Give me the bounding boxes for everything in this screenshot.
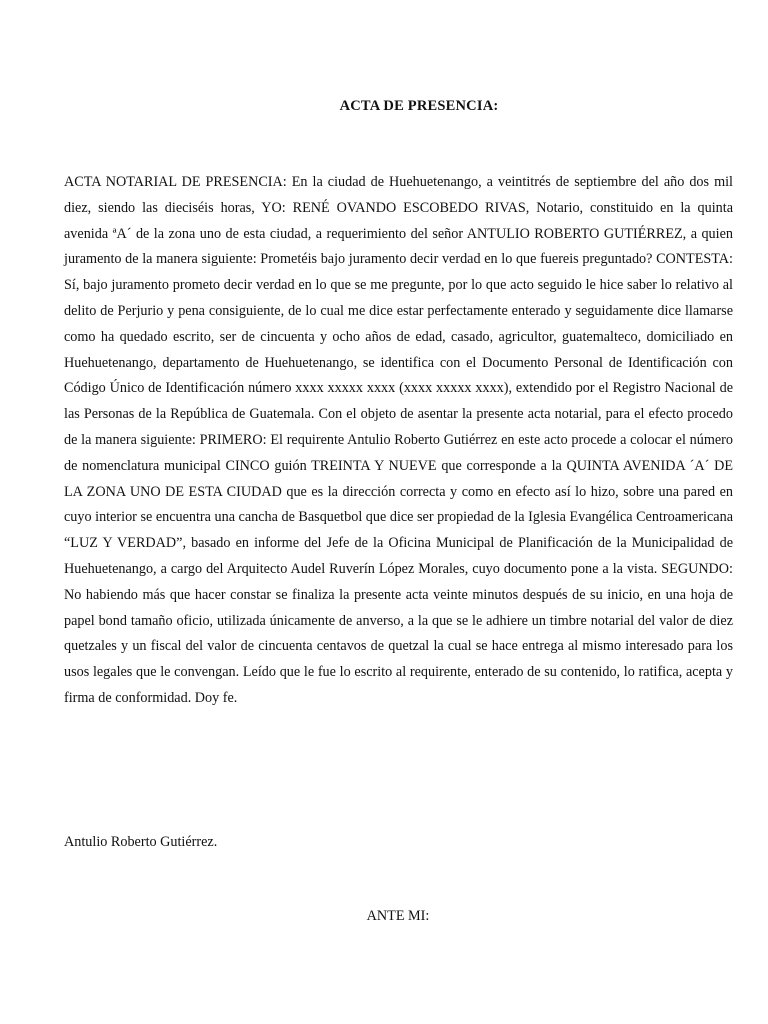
ante-mi-label: ANTE MI: [366,908,430,924]
document-title: ACTA DE PRESENCIA: [339,98,499,114]
signer-name: Antulio Roberto Gutiérrez. [64,834,218,850]
acta-body-paragraph: ACTA NOTARIAL DE PRESENCIA: En la ciudad de Huehuetenango, a veintitrés de septiembre del año dos mil diez, siendo las dieciséis horas, YO: RENÉ OVANDO ESCOBEDO RIVAS, Notario, constituido en la quinta avenida ªA´ de la zona uno de esta ciudad, a requerimiento del señor ANTULIO ROBERTO GUTIÉRREZ, a quien juramento de la manera siguiente: Prometéis bajo juramento decir verdad en lo que fuereis preguntado? CONTESTA: Sí, bajo juramento prometo decir verdad en lo que se me pregunte, por lo que acto seguido le hice saber lo relativo al delito de Perjurio y pena consiguiente, de lo cual me dice estar perfectamente enterado y seguidamente dice llamarse como ha quedado escrito, ser de cincuenta y ocho años de edad, casado, agricultor, guatemalteco, domiciliado en Huehuetenango, departamento de Huehuetenango, se identifica con el Documento Personal de Identificación con Código Único de Identificación número xxxx xxxxx xxxx (xxxx xxxxx xxxx), extendido por el Registro Nacional de las Personas de la República de Guatemala. Con el objeto de asentar la presente acta notarial, para el efecto procedo de la manera siguiente: PRIMERO: El requirente Antulio Roberto Gutiérrez en este acto procede a colocar el número de nomenclatura municipal CINCO guión TREINTA Y NUEVE que corresponde a la QUINTA AVENIDA ´A´ DE LA ZONA UNO DE ESTA CIUDAD que es la dirección correcta y como en efecto así lo hizo, sobre una pared en cuyo interior se encuentra una cancha de Basquetbol que dice ser propiedad de la Iglesia Evangélica Centroamericana “LUZ Y VERDAD”, basado en informe del Jefe de la Oficina Municipal de Planificación de la Municipalidad de Huehuetenango, a cargo del Arquitecto Audel Ruverín López Morales, cuyo documento pone a la vista. SEGUNDO: No habiendo más que hacer constar se finaliza la presente acta veinte minutos después de su inicio, en una hoja de papel bond tamaño oficio, utilizada únicamente de anverso, a la que se le adhiere un timbre notarial del valor de diez quetzales y un fiscal del valor de cincuenta centavos de quetzal la cual se hace entrega al mismo interesado para los usos legales que le convengan. Leído que le fue lo escrito al requirente, enterado de su contenido, lo ratifica, acepta y firma de conformidad. Doy fe. [64,174,733,706]
